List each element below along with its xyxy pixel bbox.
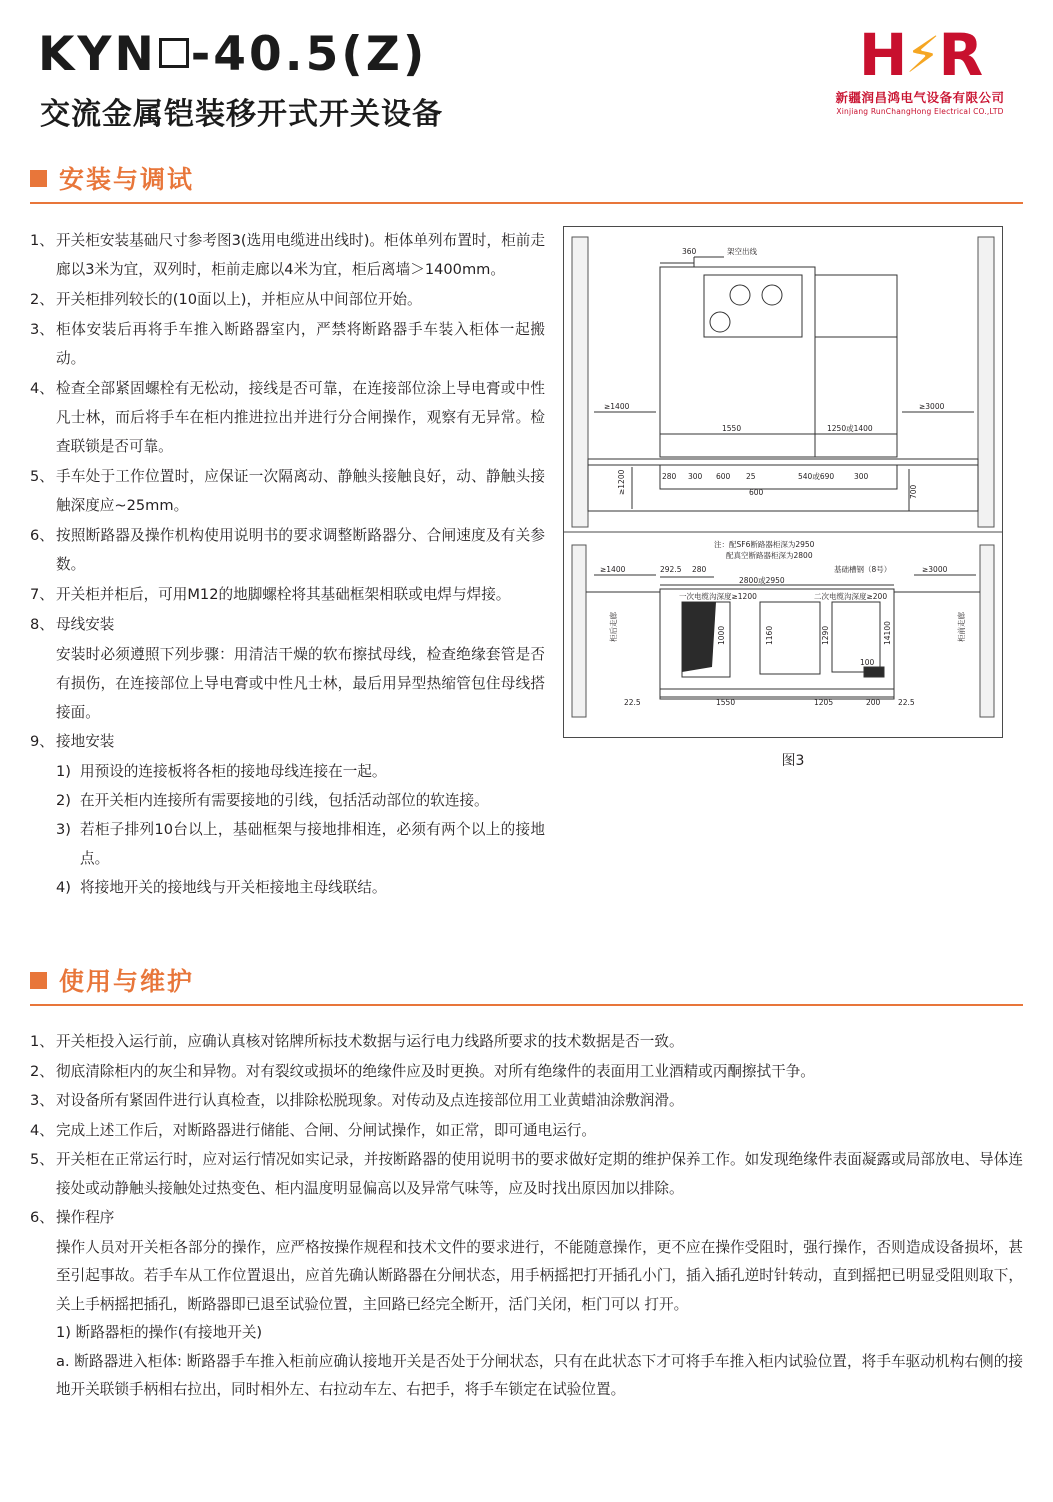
logo-company-cn: 新疆润昌鸿电气设备有限公司 xyxy=(835,90,1005,105)
sub-item-number: 2) xyxy=(56,792,71,809)
list-item xyxy=(30,374,545,461)
list-item-number: 1、 xyxy=(30,232,54,249)
list-item xyxy=(30,315,545,373)
list-item-number: 6、 xyxy=(30,527,54,544)
document-header xyxy=(0,0,1053,160)
sub-list-item xyxy=(30,757,545,786)
list-item-text: 开关柜排列较长的(10面以上)，并柜应从中间部位开始。 xyxy=(56,291,422,308)
sub-list-item xyxy=(30,873,545,902)
svg-text:280: 280 xyxy=(692,565,707,574)
logo-letter-r: R xyxy=(938,21,982,89)
sub-item-text: 若柜子排列10台以上，基础框架与接地排相连，必须有两个以上的接地点。 xyxy=(80,821,545,867)
svg-text:1000: 1000 xyxy=(717,625,726,645)
svg-text:200: 200 xyxy=(866,698,881,707)
svg-text:22.5: 22.5 xyxy=(624,698,641,707)
company-logo xyxy=(815,21,1025,116)
sub-item-text: 在开关柜内连接所有需要接地的引线，包括活动部位的软连接。 xyxy=(80,792,489,809)
svg-text:二次电缆沟深度≥200: 二次电缆沟深度≥200 xyxy=(814,592,888,601)
sub-item-text: 用预设的连接板将各柜的接地母线连接在一起。 xyxy=(80,763,387,780)
svg-text:100: 100 xyxy=(860,658,875,667)
figure-column xyxy=(545,226,1023,902)
install-list xyxy=(30,226,545,902)
svg-text:≥3000: ≥3000 xyxy=(922,565,948,574)
svg-text:柜前走廊: 柜前走廊 xyxy=(957,612,966,642)
list-item-text: 接地安装 xyxy=(56,733,115,750)
list-item-text: 检查全部紧固螺栓有无松动，接线是否可靠，在连接部位涂上导电膏或中性凡士林，而后将手车在柜内推进拉出并进行分合闸操作，观察有无异常。检查联锁是否可靠。 xyxy=(56,380,545,455)
list-item-text: 开关柜安装基础尺寸参考图3(选用电缆进出线时)。柜体单列布置时，柜前走廊以3米为宜，双列时，柜前走廊以4米为宜，柜后离墙＞1400mm。 xyxy=(56,232,545,278)
svg-text:600: 600 xyxy=(749,488,764,497)
list-item-text: 手车处于工作位置时，应保证一次隔离动、静触头接触良好，动、静触头接触深度应~25mm。 xyxy=(56,468,545,514)
list-item-text: 操作程序 xyxy=(56,1209,115,1226)
sub-list-item xyxy=(30,815,545,873)
figure-3-drawing xyxy=(564,227,1002,737)
page-subtitle: 交流金属铠装移开式开关设备 xyxy=(40,97,443,133)
svg-text:配真空断路器柜深为2800: 配真空断路器柜深为2800 xyxy=(726,551,813,560)
list-item xyxy=(30,462,545,520)
svg-text:700: 700 xyxy=(909,484,918,499)
square-bullet-icon xyxy=(30,972,47,989)
section-heading-use xyxy=(30,962,1023,1006)
svg-text:≥3000: ≥3000 xyxy=(919,402,945,411)
svg-text:25: 25 xyxy=(746,472,756,481)
list-item-body: 安装时必须遵照下列步骤：用清洁干燥的软布擦拭母线，检查绝缘套管是否有损伤，在连接部位上导电膏或中性凡士林，最后用异型热缩管包住母线搭接面。 xyxy=(56,646,545,721)
logo-mark xyxy=(858,21,982,89)
sub-item-number: 4) xyxy=(56,879,71,896)
svg-text:1550: 1550 xyxy=(716,698,736,707)
svg-text:柜后走廊: 柜后走廊 xyxy=(609,612,618,642)
list-item-text: 柜体安装后再将手车推入断路器室内，严禁将断路器手车装入柜体一起搬动。 xyxy=(56,321,545,367)
svg-text:2800或2950: 2800或2950 xyxy=(739,576,785,585)
list-item xyxy=(30,285,545,314)
svg-text:22.5: 22.5 xyxy=(898,698,915,707)
list-item-number: 3、 xyxy=(30,321,54,338)
list-item xyxy=(30,580,545,609)
svg-text:架空出线: 架空出线 xyxy=(727,247,757,256)
svg-text:1205: 1205 xyxy=(814,698,834,707)
svg-text:一次电缆沟深度≥1200: 一次电缆沟深度≥1200 xyxy=(679,592,757,601)
sub-item-number: 1) xyxy=(56,763,71,780)
svg-text:360: 360 xyxy=(682,247,697,256)
list-item xyxy=(30,1028,1023,1057)
title-prefix: KYN xyxy=(38,27,157,82)
svg-text:280: 280 xyxy=(662,472,677,481)
svg-text:1290: 1290 xyxy=(821,625,830,645)
list-item-number: 6、 xyxy=(30,1209,54,1226)
list-item-number: 5、 xyxy=(30,468,54,485)
list-item-text: 对设备所有紧固件进行认真检查，以排除松脱现象。对传动及点连接部位用工业黄蜡油涂敷润滑。 xyxy=(56,1092,684,1109)
list-item-number: 4、 xyxy=(30,380,54,397)
lightning-bolt-icon: ⚡ xyxy=(905,26,939,84)
svg-text:540或690: 540或690 xyxy=(798,472,835,481)
sub-list-item xyxy=(30,786,545,815)
svg-text:1160: 1160 xyxy=(765,625,774,645)
svg-text:基础槽钢（8号）: 基础槽钢（8号） xyxy=(834,565,892,574)
use-content xyxy=(30,1028,1023,1405)
figure-3 xyxy=(563,226,1003,738)
list-item-body: 操作人员对开关柜各部分的操作，应严格按操作规程和技术文件的要求进行，不能随意操作，更不应在操作受阻时，强行操作，否则造成设备损坏，甚至引起事故。若手车从工作位置退出，应首先确认断路器在分闸状态，用手柄摇把打开插孔小门，插入插孔逆时针转动，直到摇把已明显受阻则取下，关上手柄摇把插孔，断路器即已退至试验位置，主回路已经完全断开，活门关闭，柜门可以 打开。 xyxy=(56,1238,1023,1313)
list-item-number: 2、 xyxy=(30,1062,54,1080)
list-item-number: 9、 xyxy=(30,733,54,750)
list-item xyxy=(30,610,545,639)
list-item xyxy=(30,1087,1023,1116)
svg-text:14100: 14100 xyxy=(883,621,892,645)
list-item-number: 2、 xyxy=(30,291,54,308)
list-item-text: 母线安装 xyxy=(56,616,115,633)
logo-letter-h: H xyxy=(858,21,906,89)
svg-text:600: 600 xyxy=(716,472,731,481)
list-item xyxy=(30,226,545,284)
list-item xyxy=(30,727,545,756)
list-item xyxy=(30,1146,1023,1203)
svg-text:300: 300 xyxy=(854,472,869,481)
svg-text:注：配SF6断路器柜深为2950: 注：配SF6断路器柜深为2950 xyxy=(714,540,815,549)
title-suffix: -40.5(Z) xyxy=(190,27,428,82)
logo-company-en: Xinjiang RunChangHong Electrical CO.,LTD xyxy=(836,107,1004,116)
list-item xyxy=(30,1117,1023,1146)
section-title: 安装与调试 xyxy=(59,165,195,194)
list-item-number: 5、 xyxy=(30,1151,54,1168)
svg-text:≥1400: ≥1400 xyxy=(604,402,630,411)
square-bullet-icon xyxy=(30,170,47,187)
list-item xyxy=(30,521,545,579)
list-item-number: 8、 xyxy=(30,616,54,633)
list-item-number: 3、 xyxy=(30,1092,54,1109)
section-heading-install xyxy=(30,160,1023,204)
svg-text:300: 300 xyxy=(688,472,703,481)
list-item xyxy=(30,1204,1023,1233)
list-item-number: 1、 xyxy=(30,1033,54,1050)
svg-text:1550: 1550 xyxy=(722,424,742,433)
section-title: 使用与维护 xyxy=(59,967,195,996)
list-item-number: 7、 xyxy=(30,586,54,603)
list-item-text: 开关柜并柜后，可用M12的地脚螺栓将其基础框架相联或电焊与焊接。 xyxy=(56,586,511,603)
list-item-text: 完成上述工作后，对断路器进行储能、合闸、分闸试操作，如正常，即可通电运行。 xyxy=(56,1121,596,1139)
list-item-text: 开关柜在正常运行时，应对运行情况如实记录，并按断路器的使用说明书的要求做好定期的维护保养工作。如发现绝缘件表面凝露或局部放电、导体连接处或动静触头接触处过热变色、柜内温度明显偏高以及异常气味等，应及时找出原因加以排除。 xyxy=(56,1151,1023,1197)
svg-text:292.5: 292.5 xyxy=(660,565,682,574)
svg-text:≥1400: ≥1400 xyxy=(600,565,626,574)
list-item-text: 按照断路器及操作机构使用说明书的要求调整断路器分、合闸速度及有关参数。 xyxy=(56,527,545,573)
svg-text:≥1200: ≥1200 xyxy=(617,469,626,495)
list-item-text: 开关柜投入运行前，应确认真核对铭牌所标技术数据与运行电力线路所要求的技术数据是否一致。 xyxy=(56,1033,684,1050)
install-content xyxy=(30,226,1023,902)
sub-item-number: 3) xyxy=(56,821,71,838)
sub-list-item-text: a. 断路器进入柜体: 断路器手车推入柜前应确认接地开关是否处于分闸状态，只有在此状态下才可将手车推入柜内试验位置，将手车驱动机构右侧的接地开关联锁手柄相右拉出，同时相外左、右拉动车左、右把手，将手车锁定在试验位置。 xyxy=(56,1352,1023,1398)
svg-text:1250或1400: 1250或1400 xyxy=(827,424,873,433)
list-item xyxy=(30,1058,1023,1087)
list-item-number: 4、 xyxy=(30,1121,54,1139)
sub-list-item-text: 1) 断路器柜的操作(有接地开关) xyxy=(56,1324,263,1341)
sub-item-text: 将接地开关的接地线与开关柜接地主母线联结。 xyxy=(80,879,387,896)
figure-caption: 图3 xyxy=(781,753,805,769)
list-item-text: 彻底清除柜内的灰尘和异物。对有裂纹或损坏的绝缘件应及时更换。对所有绝缘件的表面用工业酒精或丙酮擦拭干争。 xyxy=(56,1062,815,1080)
title-placeholder-box xyxy=(159,38,189,68)
